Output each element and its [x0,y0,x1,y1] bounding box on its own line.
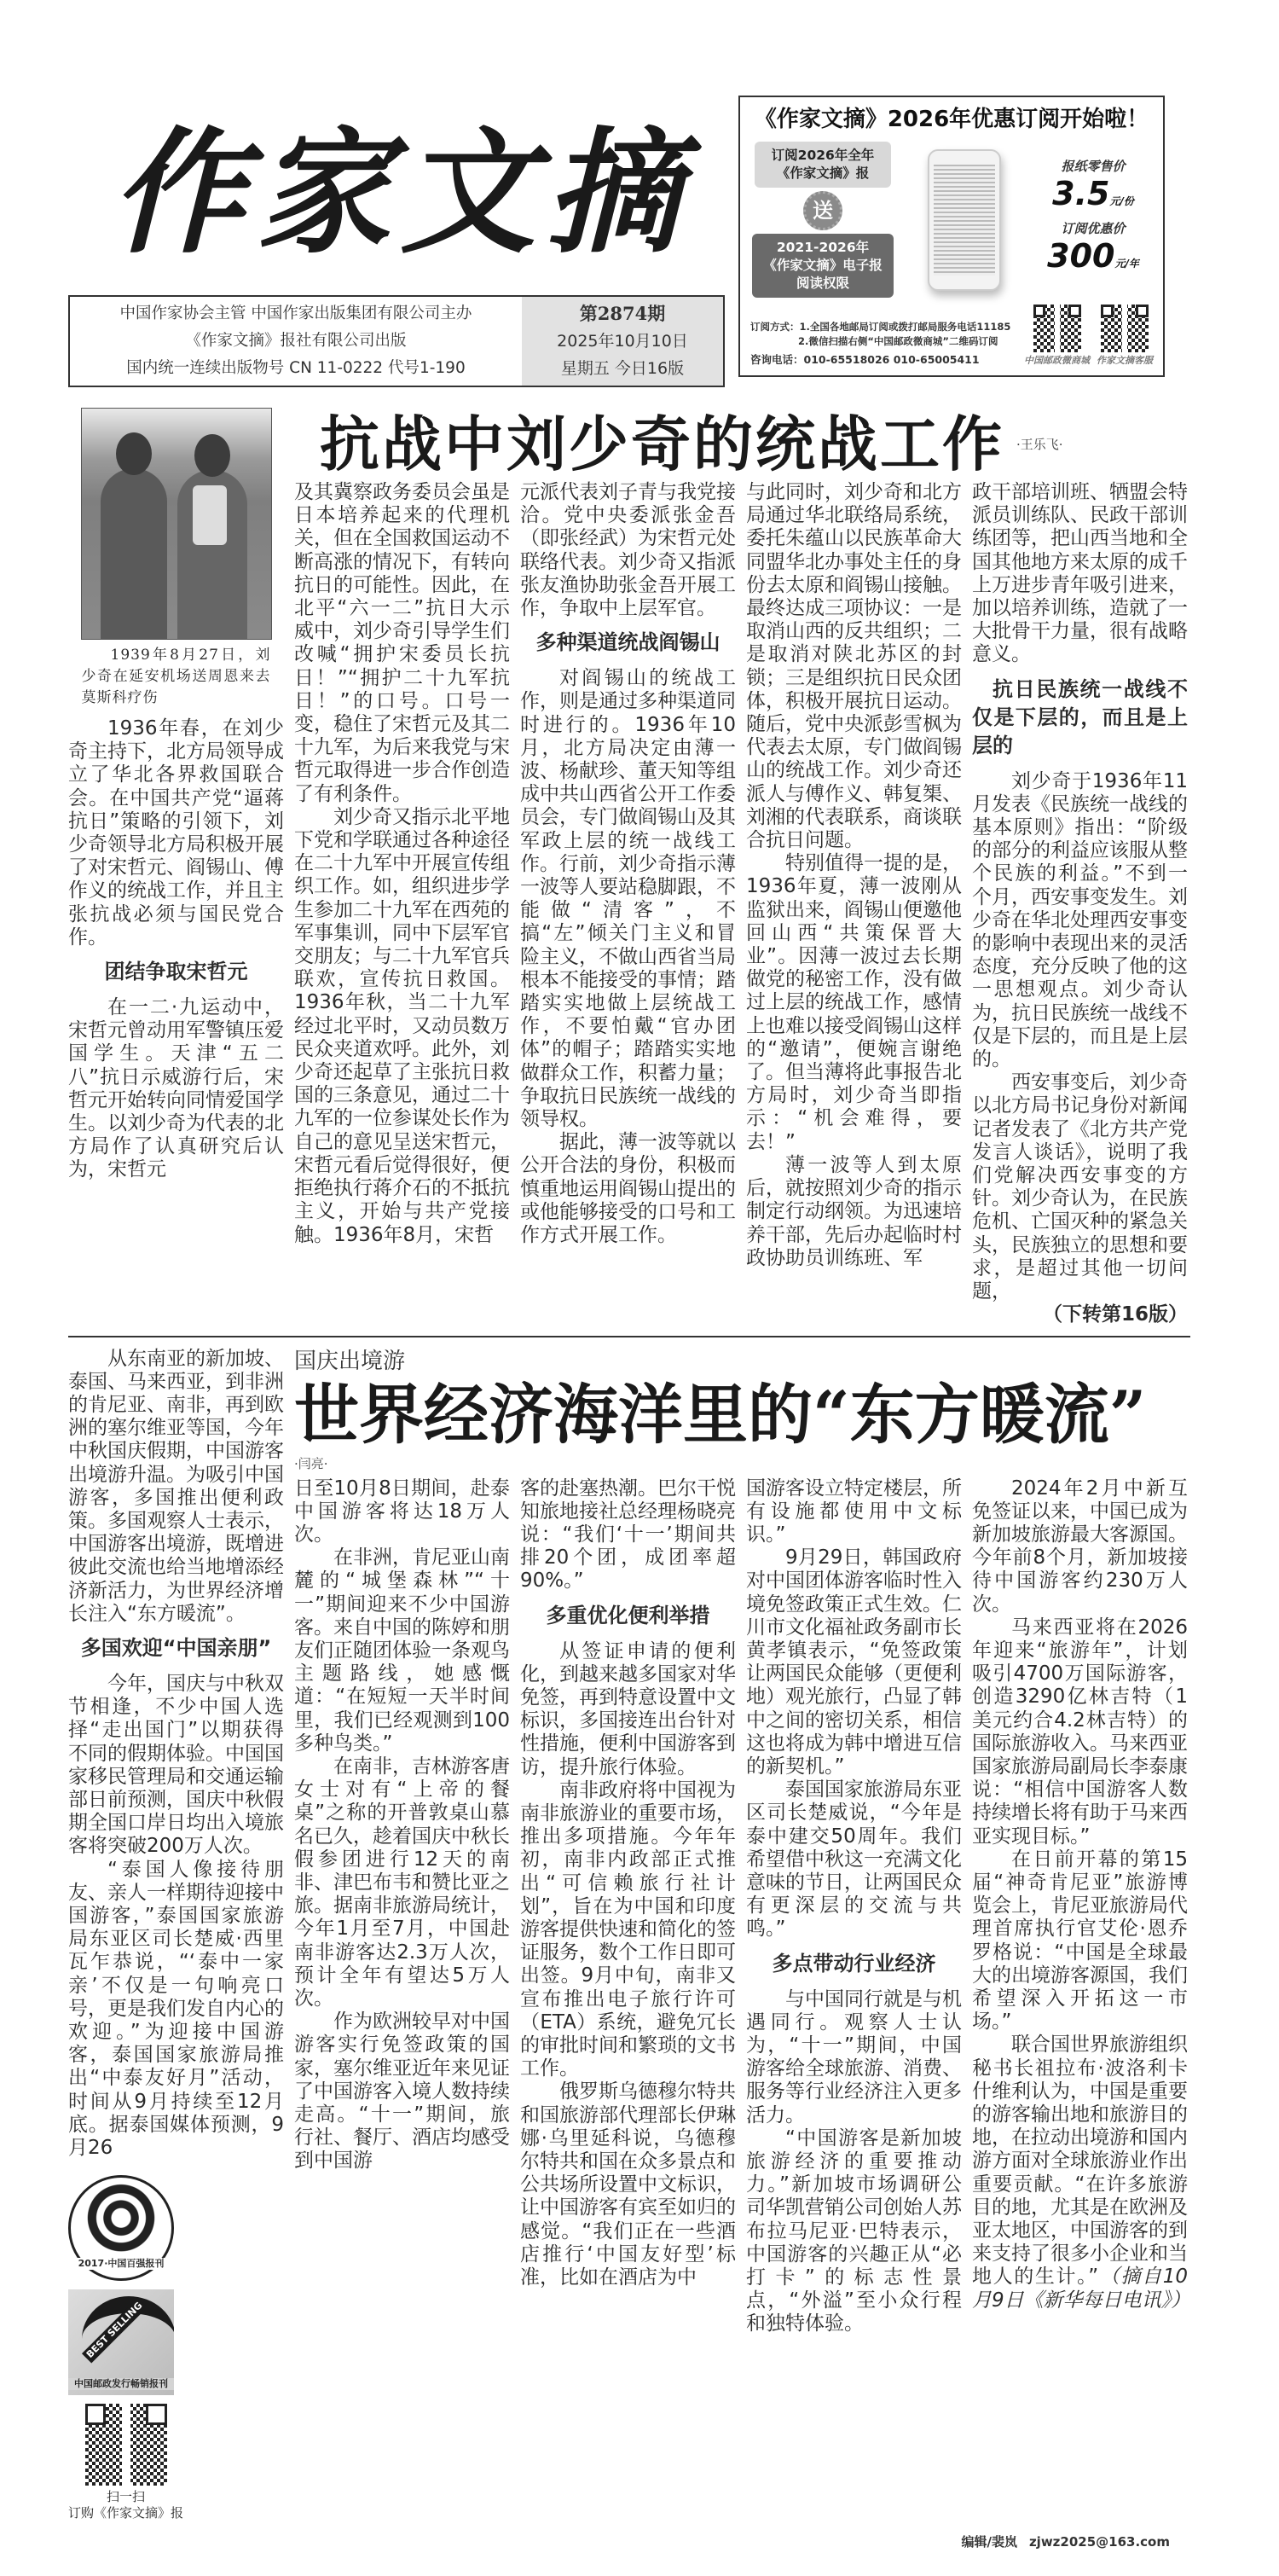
best-selling-logo [68,2289,174,2395]
paragraph-text: 与此同时，刘少奇和北方局通过华北联络局系统，委托朱蕴山以民族革命大同盟华北办事处主任的身份去太原和阎锡山接触。最终达成三项协议：一是取消山西的反共组织；二是取消对陕北苏区的封锁；三是组织抗日民众团体，积极开展抗日运动。随后，党中央派彭雪枫为代表去太原，专门做阎锡山的统战工作。刘少奇还派人与傅作义、韩复榘、刘湘的代表联系，商谈联合抗日问题。 [746,481,962,852]
headline-row [294,408,1190,481]
article-main [294,1348,1190,2336]
paragraph [520,1640,736,1779]
article-column [746,481,962,1270]
paragraph-text: 南非政府将中国视为南非旅游业的重要市场，推出多项措施。今年年初，南非内政部正式推出“可信赖旅行社计划”，旨在为中国和印度游客提供快速和简化的签证服务，数个工作日即可出签。9月中旬，南非又宣布推出电子旅行许可（ETA）系统，避免冗长的审批时间和繁琐的文书工作。 [520,1778,736,2080]
paragraph-text: 1936年春，在刘少奇主持下，北方局领导成立了华北各界救国联合会。在中国共产党“逼蒋抗日”策略的引领下，刘少奇领导北方局积极开展了对宋哲元、阎锡山、傅作义的统战工作，并且主张抗战必须与国民党合作。 [68,717,284,949]
ad-body [750,142,1153,298]
column-body [68,717,284,1182]
top100-newspaper-logo [68,2175,174,2281]
ad-footer [750,305,1153,367]
subscription-price-label: 订阅优惠价 [1061,220,1126,236]
publisher-line-1: 中国作家协会主管 中国作家出版集团有限公司主办 [119,305,472,322]
bottom-article [68,1348,1190,2522]
paragraph-text: 刘少奇于1936年11月发表《民族统一战线的基本原则》指出：“阶级的部分的利益应该服从整个民族的利益。”不到一个月，西安事变发生。刘少奇在华北处理西安事变的影响中表现出来的灵活态度，充分反映了他的这一思想观点。刘少奇认为，抗日民族统一战线不仅是下层的，而且是上层的。 [972,769,1188,1071]
retail-price-label: 报纸零售价 [1061,158,1126,174]
subscription-method-1: 订阅方式：1.全国各地邮局订阅或拨打邮局服务电话11185 [750,321,1011,333]
article-byline: ·闫亮· [294,1455,328,1471]
paragraph-text: 在非洲，肯尼亚山南麓的“城堡森林”“十一”期间迎来不少中国游客。来自中国的陈婷和朋友们正随团体验一条观鸟主题路线，她感慨道：“在短短一天半时间里，我们已经观测到100多种鸟类。” [294,1546,510,1755]
paragraph [746,2127,962,2336]
retail-price [1033,175,1153,220]
ad-offer-line: 《作家文摘》报 [776,165,870,181]
article-column [972,1477,1191,2312]
paragraph [972,1616,1188,1848]
qr-caption-line: 订购《作家文摘》报 [68,2505,184,2521]
paragraph [746,481,962,852]
paragraph-text: 在一二·九运动中，宋哲元曾动用军警镇压爱国学生。天津“五二八”抗日示威游行后，宋哲元开始转向同情爱国学生。以刘少奇为代表的北方局作了认真研究后认为，宋哲元 [68,996,284,1181]
paragraph [520,667,736,1131]
qr-caption-line: 扫一扫 [107,2489,146,2505]
newspaper-page [68,0,1190,2576]
gift-badge: 送 [803,191,842,230]
issue-date: 2025年10月10日 [557,332,688,351]
column-body [68,1348,284,2161]
paragraph-text: 薄一波等人到太原后，就按照刘少奇的指示制定行动纲领。为迅速培养干部，先后办起临时村政协助员训练班、军 [746,1153,962,1269]
paragraph [972,481,1188,667]
subscription-price [1033,237,1153,282]
ad-title: 《作家文摘》2026年优惠订阅开始啦！ [754,107,1149,132]
article-column [972,481,1188,1327]
subscribe-qr-code[interactable] [85,2404,167,2486]
masthead-logo: 作家文摘 [111,114,691,272]
paragraph [972,770,1188,1072]
top100-logo-text: 2017·中国百强报刊 [71,2258,171,2270]
paragraph [972,1071,1188,1326]
continued-on-page-link[interactable]: （下转第16版） [1042,1303,1188,1326]
article-columns [294,481,1190,1327]
paragraph-text: 及其冀察政务委员会虽是日本培养起来的代理机关，但在全国救国运动不断高涨的情况下，有转向抗日的可能性。因此，在北平“六一二”抗日大示威中，刘少奇引导学生们改喊“拥护宋委员长抗日！”“拥护二十九军抗日！”的口号。口号一变，稳住了宋哲元及其二十九军，为后来我党与宋哲元取得进一步合作创造了有利条件。 [294,481,510,805]
bottom-logos [68,2175,284,2521]
paragraph-text: 俄罗斯乌德穆尔特共和国旅游部代理部长伊琳娜·乌里延科说，乌德穆尔特共和国在众多景点和公共场所设置中文标识，让中国游客有宾至如归的感觉。“我们正在一些酒店推行‘中国友好型’标准，比如在酒店为中 [520,2080,736,2289]
paragraph-text: 泰国国家旅游局东亚区司长楚威说，“今年是泰中建交50周年。我们希望借中秋这一充满文化意味的节日，让两国民众有更深层的交流与共鸣。” [746,1778,962,1941]
article-main [294,408,1190,1327]
paragraph-text: 作为欧洲较早对中国游客实行免签政策的国家，塞尔维亚近年来见证了中国游客入境人数持续走高。“十一”期间，旅行社、餐厅、酒店均感受到中国游 [294,2010,510,2173]
ad-offer-box [755,142,891,188]
paragraph-text: 从签证申请的便利化，到越来越多国家对华免签，再到特意设置中文标识，多国接连出台针对性措施，便利中国游客到访，提升旅行体验。 [520,1639,736,1778]
ad-gift-line: 《作家文摘》电子报 [763,258,883,273]
subscription-price-value: 300 [1047,236,1115,275]
retail-price-value: 3.5 [1052,174,1110,212]
article-columns [294,1477,1190,2336]
publisher-line-2: 《作家文摘》报社有限公司出版 [185,332,407,350]
ad-gift-line: 阅读权限 [796,276,849,291]
paragraph [294,1755,510,2010]
header-left [68,96,725,387]
ad-offer-line: 订阅2026年全年 [771,148,875,163]
section-heading: 抗日民族统一战线不仅是下层的，而且是上层的 [972,676,1188,757]
paragraph-text: 对阎锡山的统战工作，则是通过多种渠道同时进行的。1936年10月，北方局决定由薄一波、杨献珍、董天知等组成中共山西省公开工作委员会，专门做阎锡山及其军政上层的统一战线工作。行前，刘少奇指示薄一波等人要站稳脚跟，不能做“清客”，不搞“左”倾关门主义和冒险主义，不做山西省当局根本不能接受的事情；踏踏实实地做上层统战工作，不要怕戴“官办团体”的帽子；踏踏实实地做群众工作，积蓄力量；争取抗日民族统一战线的领导权。 [520,667,736,1131]
paragraph-text: 客的赴塞热潮。巴尔干悦知旅地接社总经理杨晓亮说：“我们‘十一’期间共排20个团，成团率超90%。” [520,1477,736,1593]
article-column [68,1348,284,2522]
ad-subscription-info [750,320,1017,367]
paragraph [520,1779,736,2081]
editor-credit [68,2533,1190,2550]
paragraph-text: 据此，薄一波等就以公开合法的身份，积极而慎重地运用阎锡山提出的或他能够接受的口号和工作方式开展工作。 [520,1131,736,1247]
historical-photo [81,408,272,640]
paragraph [746,1154,962,1270]
article-column [294,481,510,1247]
issue-number: 第2874期 [579,303,666,324]
qr-label-customer-service: 作家文摘客服 [1097,355,1153,366]
paragraph [746,1477,962,1547]
paragraph-text: 元派代表刘子青与我党接洽。党中央委派张金吾（即张经武）为宋哲元处联络代表。刘少奇又指派张友渔协助张金吾开展工作，争取中上层军官。 [520,481,736,620]
paragraph [68,1673,284,1859]
section-heading: 多点带动行业经济 [772,1951,936,1976]
paragraph [68,1859,284,2161]
paragraph [520,481,736,620]
paragraph-text: 从东南亚的新加坡、泰国、马来西亚，到非洲的肯尼亚、南非，再到欧洲的塞尔维亚等国，今年中秋国庆假期，中国游客出境游升温。为吸引中国游客，多国推出便利政策。多国观察人士表示，中国游客出境游，既增进彼此交流也给当地增添经济新活力，为世界经济增长注入“东方暖流”。 [68,1347,284,1625]
article-column [520,1477,736,2290]
paragraph-text: 今年，国庆与中秋双节相逢，不少中国人选择“走出国门”以期获得不同的假期体验。中国国家移民管理局和交通运输部日前预测，国庆中秋假期全国口岸日均出入境旅客将突破200万人次。 [68,1672,284,1858]
paragraph-text: 9月29日，韩国政府对中国团体游客临时性入境免签政策正式生效。仁川市文化福祉政务副市长黄孝镇表示，“免签政策让两国民众能够（更便利地）观光旅行，凸显了韩中之间的密切关系，相信这也将成为韩中增进互信的新契机。” [746,1546,962,1778]
article-byline: ·王乐飞· [1016,437,1063,452]
paragraph-text: 2024年2月中新互免签证以来，中国已成为新加坡旅游最大客源国。今年前8个月，新加坡接待中国游客约230万人次。 [972,1477,1188,1616]
article-column [746,1477,962,2336]
subscription-ad[interactable] [738,96,1165,377]
paragraph-text: 马来西亚将在2026年迎来“旅游年”，计划吸引4700万国际游客，创造3290亿林吉特（1美元约合4.2林吉特）的国际旅游收入。马来西亚国家旅游局副局长李泰康说：“相信中国游客人数持续增长将有助于马来西亚实现目标。” [972,1616,1188,1848]
section-heading: 多国欢迎“中国亲朋” [80,1635,272,1660]
paragraph-text: “中国游客是新加坡旅游经济的重要推动力。”新加坡市场调研公司华凯营销公司创始人苏布拉马尼亚·巴特表示，中国游客的兴趣正从“必打卡”的标志性景点，“外溢”至小众行程和独特体验。 [746,2126,962,2335]
paragraph [294,806,510,1247]
inquiry-phone: 咨询电话：010-65518026 010-65005411 [750,353,980,366]
paragraph [294,2010,510,2173]
publisher-info [70,297,522,386]
paragraph [972,2034,1191,2312]
paragraph-text: 日至10月8日期间，赴泰中国游客将达18万人次。 [294,1477,510,1546]
paragraph-text: 与中国同行就是与机遇同行。观察人士认为，“十一”期间，中国游客给全球旅游、消费、服务等行业经济注入更多活力。 [746,1987,962,2126]
ad-offers [750,142,895,298]
ad-qr-item [1024,305,1090,367]
article-kicker: 国庆出境游 [294,1348,406,1374]
paragraph [972,1477,1188,1616]
qr-code-postal-mall[interactable] [1033,305,1081,352]
retail-price-unit: 元/份 [1109,194,1134,207]
ad-prices [1033,158,1153,282]
paragraph [294,1546,510,1755]
source-attribution: （摘自10月9日《新华每日电讯》） [972,2266,1191,2312]
ad-qr-item [1097,305,1153,367]
ad-gift-line: 2021-2026年 [776,240,870,255]
section-divider [68,1336,1190,1337]
ad-gift-box [752,234,894,298]
top-article [68,408,1190,1327]
paragraph [746,852,962,1154]
qr-code-customer-service[interactable] [1101,305,1149,352]
paragraph-text: 联合国世界旅游组织秘书长祖拉布·波洛利卡什维利认为，中国是重要的游客输出地和旅游目的地，在拉动出境游和国内游方面对全球旅游业作出重要贡献。“在许多旅游目的地，尤其是在欧洲及亚太地区，中国游客的到来支持了很多小企业和当地人的生计。” [972,2034,1188,2289]
paragraph [746,1778,962,1941]
best-selling-label: 中国邮政发行畅销报刊 [68,2378,174,2390]
paragraph-text: 刘少奇又指示北平地下党和学联通过各种途径在二十九军中开展宣传组织工作。如，组织进步学生参加二十九军在西苑的军事集训，同中下层军官交朋友；与二十九军官兵联欢，宣传抗日救国。1936年秋，当二十九军经过北平时，又动员数万民众夹道欢呼。此外，刘少奇还起草了主张抗日救国的三条意见，通过二十九军的一位参谋处长作为自己的意见呈送宋哲元，宋哲元看后觉得很好，便拒绝执行蒋介石的不抵抗主义，开始与共产党接触。1936年8月，宋哲 [294,805,510,1246]
article-column [68,408,284,1182]
phone-illustration [928,149,1001,291]
paragraph [746,1988,962,2127]
issue-info [522,297,723,386]
page-header [68,96,1190,387]
paragraph-text: 在日前开幕的第15届“神奇肯尼亚”旅游博览会上，肯尼亚旅游局代理首席执行官艾伦·恩乔罗格说：“中国是全球最大的出境游客源国，我们希望深入开拓这一市场。” [972,1848,1188,2034]
paragraph-text: 特别值得一提的是，1936年夏，薄一波刚从监狱出来，阎锡山便邀他回山西“共策保晋大业”。因薄一波过去长期做党的秘密工作，没有做过上层的统战工作，感情上也难以接受阎锡山这样的“邀请”，便婉言谢绝了。但当薄将此事报告北方局时，刘少奇当即指示：“机会难得，要去！” [746,852,962,1153]
section-heading: 多重优化便利举措 [546,1603,710,1627]
qr-label-postal-mall: 中国邮政微商城 [1024,355,1090,366]
paragraph [294,1477,510,1547]
paragraph [520,2080,736,2289]
article-headline: 世界经济海洋里的“东方暖流” [294,1376,1147,1453]
paragraph [972,1848,1188,2034]
paragraph [68,1348,284,1626]
subscription-price-unit: 元/年 [1114,257,1139,270]
ad-qr-codes [1024,305,1153,367]
article-column [520,481,736,1247]
paragraph [68,717,284,949]
article-headline: 抗战中刘少奇的统战工作 [320,409,1004,479]
editor-email[interactable]: zjwz2025@163.com [1028,2534,1170,2550]
section-heading: 团结争取宋哲元 [104,960,248,984]
article-column [294,1477,510,2173]
weekday-pages: 星期五 今日16版 [560,359,685,378]
paragraph-text: 在南非，吉林游客唐女士对有“上帝的餐桌”之称的开普敦桌山慕名已久，趁着国庆中秋长假参团进行12天的南非、津巴布韦和赞比亚之旅。据南非旅游局统计，今年1月至7月，中国赴南非游客达2.3万人次，预计全年有望达5万人次。 [294,1755,510,2010]
paragraph [294,481,510,806]
paragraph-text: 国游客设立特定楼层，所有设施都使用中文标识。” [746,1477,962,1546]
paragraph-text: 西安事变后，刘少奇以北方局书记身份对新闻记者发表了《北方共产党发言人谈话》，说明了我们党解决西安事变的方针。刘少奇认为，在民族危机、亡国灭种的紧急关头，民族独立的思想和要求，是超过其他一切问题， [972,1071,1188,1303]
paragraph [68,996,284,1182]
best-selling-text: BEST SELLING [82,2298,148,2364]
qr-caption [68,2489,183,2521]
photo-caption: 1939年8月27日，刘少奇在延安机场送周恩来去莫斯科疗伤 [81,647,271,706]
subscription-method-2: 2.微信扫描右侧“中国邮政微商城”二维码订阅 [798,335,998,347]
paragraph-text: 政干部培训班、牺盟会特派员训练队、民政干部训练团等，把山西当地和全国其他地方来太原的成千上万进步青年吸引进来，加以培养训练，造就了一大批骨干力量，很有战略意义。 [972,481,1188,666]
publisher-line-3: 国内统一连续出版物号 CN 11-0222 代号1-190 [126,359,466,377]
paragraph [746,1546,962,1778]
paragraph [520,1131,736,1247]
editor-name: 编辑/裴岚 [961,2534,1017,2550]
paragraph-text: “泰国人像接待朋友、亲人一样期待迎接中国游客，”泰国国家旅游局东亚区司长楚威·西里瓦乍恭说，“‘泰中一家亲’不仅是一句响亮口号，更是我们发自内心的欢迎。”为迎接中国游客，泰国国家旅游局推出“中泰友好月”活动，时间从9月持续至12月底。据泰国媒体预测，9月26 [68,1858,284,2159]
publication-info-box [68,295,725,387]
headline-row [294,1375,1190,1472]
paragraph [520,1477,736,1593]
section-heading: 多种渠道统战阎锡山 [535,630,721,655]
subscribe-qr-block [68,2404,183,2521]
